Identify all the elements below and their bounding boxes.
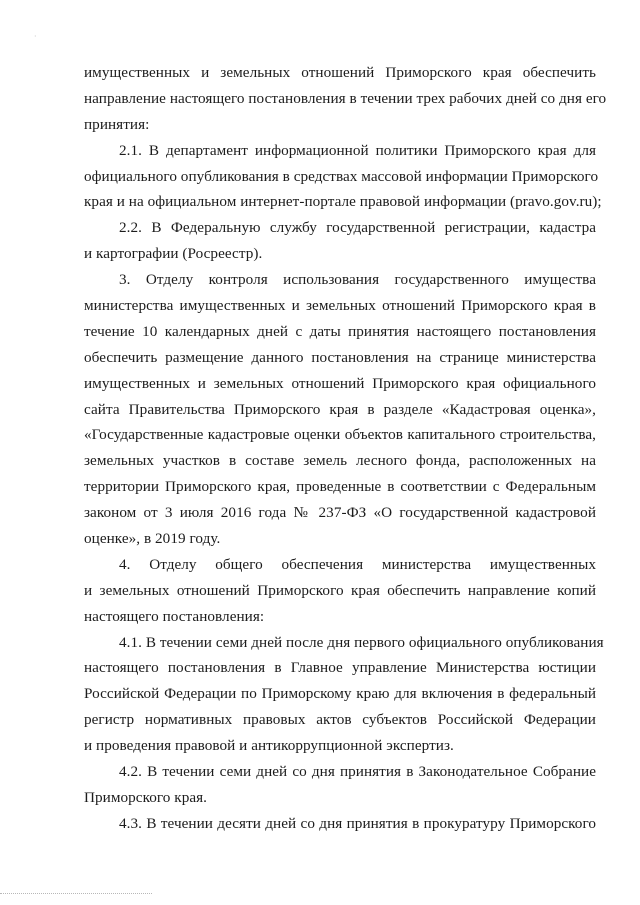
paragraph-continuation [84,60,607,138]
text-line: настоящего постановления в Главное управление Министерства юстиции [84,659,596,677]
text-line: министерства имущественных и земельных отношений Приморского края в [84,297,596,315]
text-line: территории Приморского края, проведенные в соответствии с Федеральным [84,478,596,496]
paragraph-4 [84,552,596,630]
text-line: течение 10 календарных дней с даты принятия настоящего постановления [84,322,596,340]
text-line: 4.1. В течении семи дней после дня первого официального опубликования [119,633,604,651]
paragraph-4-3 [84,811,596,837]
text-line: и проведения правовой и антикоррупционной экспертиз. [84,737,454,755]
text-line: оценке», в 2019 году. [84,530,221,548]
text-line: и земельных отношений Приморского края обеспечить направление копий [84,581,596,599]
text-line: 4.2. В течении семи дней со дня принятия в Законодательное Собрание [119,763,596,781]
text-line: регистр нормативных правовых актов субъектов Российской Федерации [84,711,596,729]
text-line: края и на официальном интернет-портале правовой информации (pravo.gov.ru); [84,193,602,211]
text-line: земельных участков в составе земель лесного фонда, расположенных на [84,452,596,470]
document-body [84,60,607,837]
text-line: сайта Правительства Приморского края в разделе «Кадастровая оценка», [84,400,596,418]
paragraph-4-2 [84,759,596,811]
paragraph-2-1 [84,138,602,216]
scan-corner-mark: · [34,32,37,41]
text-line: 4.3. В течении десяти дней со дня принятия в прокуратуру Приморского [119,814,596,832]
text-line: официального опубликования в средствах массовой информации Приморского [84,167,599,185]
text-line: «Государственные кадастровые оценки объектов капитального строительства, [84,426,596,444]
scan-edge-rule [0,893,152,894]
text-line: Российской Федерации по Приморскому краю для включения в федеральный [84,685,596,703]
paragraph-4-1 [84,630,604,759]
text-line: и картографии (Росреестр). [84,245,263,263]
text-line: 2.1. В департамент информационной политики Приморского края для [119,141,596,159]
text-line: 2.2. В Федеральную службу государственной регистрации, кадастра [119,219,596,237]
text-line: имущественных и земельных отношений Приморского края обеспечить [84,64,596,81]
paragraph-3 [84,267,596,552]
text-line: 4. Отделу общего обеспечения министерства имущественных [119,555,596,573]
text-line: направление настоящего постановления в течении трех рабочих дней со дня его [84,89,607,107]
text-line: имущественных и земельных отношений Приморского края официального [84,374,596,392]
paragraph-2-2 [84,215,596,267]
text-line: законом от 3 июля 2016 года № 237-ФЗ «О государственной кадастровой [84,504,596,522]
text-line: принятия: [84,115,150,133]
text-line: обеспечить размещение данного постановления на странице министерства [84,348,596,366]
text-line: Приморского края. [84,788,208,806]
text-line: настоящего постановления: [84,607,265,625]
text-line: 3. Отделу контроля использования государственного имущества [119,271,596,289]
